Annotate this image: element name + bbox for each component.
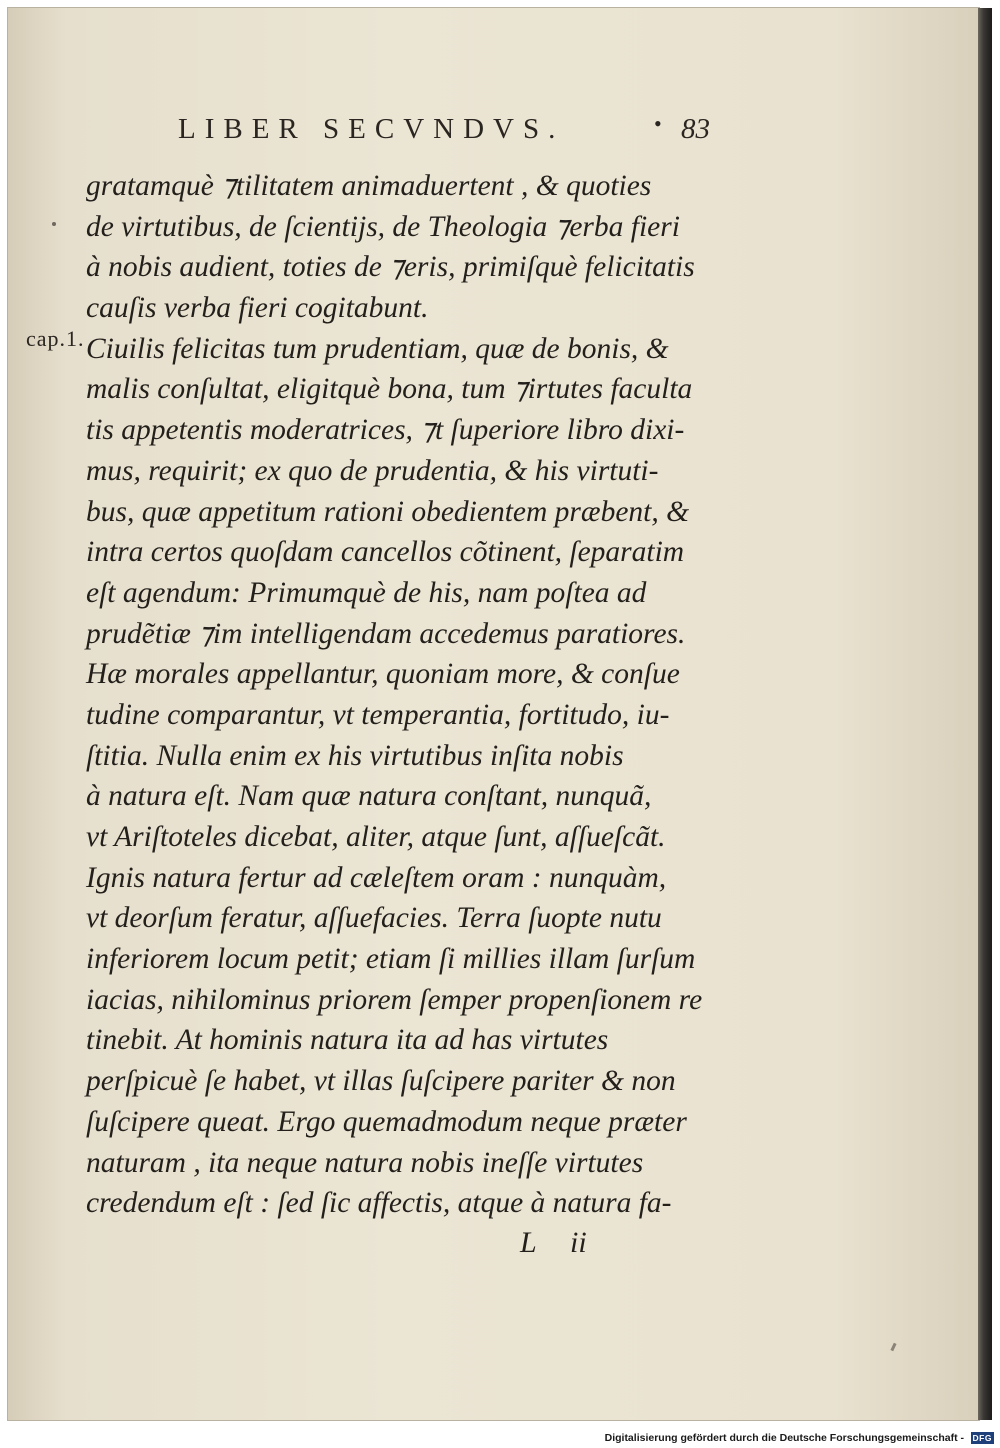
text-line: eſt agendum: Primumquè de his, nam poſtea ad bbox=[86, 576, 647, 609]
text-line: mus, requirit; ex quo de prudentia, & his virtuti- bbox=[86, 454, 659, 487]
text-line: vt Ariſtoteles dicebat, aliter, atque ſunt, aſſueſcãt. bbox=[86, 821, 666, 853]
text-line: à natura eſt. Nam quæ natura conſtant, nunquã, bbox=[86, 780, 652, 813]
running-head: LIBER SECVNDVS. bbox=[178, 113, 565, 145]
header-mark: • bbox=[654, 111, 662, 136]
margin-note: cap.1. bbox=[26, 326, 85, 351]
text-line: intra certos quoſdam cancellos cõtinent, ſeparatim bbox=[86, 536, 685, 569]
page-header bbox=[178, 111, 710, 153]
text-line: Ciuilis felicitas tum prudentiam, quæ de bonis, & bbox=[86, 332, 669, 365]
text-line: tinebit. At hominis natura ita ad has virtutes bbox=[86, 1024, 609, 1057]
text-line: inferiorem locum petit; etiam ſi millies illam ſurſum bbox=[86, 943, 696, 976]
signature-letter: L bbox=[520, 1226, 537, 1259]
text-line: ſtitia. Nulla enim ex his virtutibus inſita nobis bbox=[86, 739, 624, 772]
text-line: perſpicuè ſe habet, vt illas ſuſcipere pariter & non bbox=[86, 1065, 676, 1098]
folio-number: 83 bbox=[681, 113, 710, 145]
dfg-logo: DFG bbox=[972, 1433, 992, 1443]
text-line: de virtutibus, de ſcientijs, de Theologia ⁊erba fieri bbox=[86, 210, 680, 243]
text-line: à nobis audient, toties de ⁊eris, primiſquè felicitatis bbox=[86, 251, 695, 284]
page-gutter-shadow bbox=[978, 8, 992, 1420]
ink-speck bbox=[52, 222, 56, 226]
signature-number: ii bbox=[570, 1226, 587, 1259]
text-line: Hæ morales appellantur, quoniam more, & conſue bbox=[86, 658, 680, 691]
text-line: credendum eſt : ſed ſic affectis, atque à natura fa- bbox=[86, 1187, 672, 1220]
text-line: prudẽtiæ ⁊im intelligendam accedemus paratiores. bbox=[86, 617, 686, 650]
text-line: cauſis verba fieri cogitabunt. bbox=[86, 292, 429, 325]
footer-bar bbox=[0, 1430, 1000, 1448]
text-line: iacias, nihilominus priorem ſemper propenſionem re bbox=[86, 983, 703, 1016]
body-text bbox=[86, 166, 726, 1224]
text-line: naturam , ita neque natura nobis ineſſe virtutes bbox=[86, 1146, 644, 1179]
text-line: gratamquè ⁊tilitatem animaduertent , & quoties bbox=[86, 170, 652, 202]
text-line: vt deorſum feratur, aſſuefacies. Terra ſuopte nutu bbox=[86, 902, 662, 935]
funding-credit: Digitalisierung gefördert durch die Deutsche Forschungsgemeinschaft - bbox=[604, 1432, 964, 1444]
text-line: ſuſcipere queat. Ergo quemadmodum neque præter bbox=[86, 1105, 687, 1138]
text-line: tudine comparantur, vt temperantia, fortitudo, iu- bbox=[86, 698, 670, 731]
text-line: Ignis natura fertur ad cæleſtem oram : nunquàm, bbox=[86, 861, 667, 894]
text-line: tis appetentis moderatrices, ⁊t ſuperiore libro dixi- bbox=[86, 414, 685, 447]
text-line: malis conſultat, eligitquè bona, tum ⁊irtutes faculta bbox=[86, 373, 693, 406]
book-page bbox=[8, 8, 979, 1420]
text-line: bus, quæ appetitum rationi obedientem præbent, & bbox=[86, 495, 690, 528]
ink-speck bbox=[890, 1343, 896, 1352]
